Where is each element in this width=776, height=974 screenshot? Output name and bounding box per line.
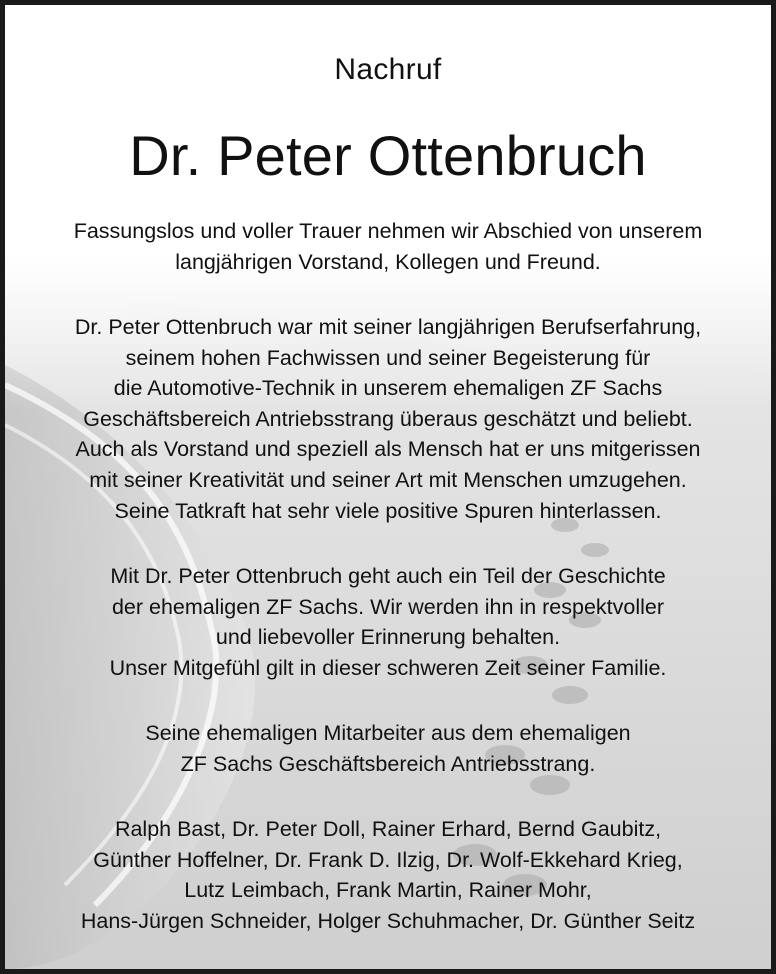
text-line: die Automotive-Technik in unserem ehemaligen ZF Sachs	[113, 376, 663, 401]
text-line: Ralph Bast, Dr. Peter Doll, Rainer Erhard, Bernd Gaubitz,	[114, 817, 662, 841]
text-line: Auch als Vorstand und speziell als Mensch hat er uns mitgerissen	[75, 437, 701, 462]
text-line: ZF Sachs Geschäftsbereich Antriebsstrang.	[180, 751, 596, 776]
paragraph-remembrance	[5, 561, 771, 683]
text-line: Günther Hoffelner, Dr. Frank D. Ilzig, Dr. Wolf-Ekkehard Krieg,	[93, 847, 683, 872]
text-line: mit seiner Kreativität und seiner Art mit Menschen umzugehen.	[89, 467, 687, 492]
text-line: der ehemaligen ZF Sachs. Wir werden ihn in respektvoller	[111, 594, 665, 619]
text-line: seinem hohen Fachwissen und seiner Begeisterung für	[125, 345, 651, 370]
text-line: Seine Tatkraft hat sehr viele positive Spuren hinterlassen.	[114, 498, 662, 523]
notice-label: Nachruf	[334, 53, 442, 86]
paragraph-farewell	[5, 216, 771, 277]
paragraph-signatories-intro	[5, 718, 771, 779]
deceased-name: Dr. Peter Ottenbruch	[129, 124, 647, 187]
text-line: Seine ehemaligen Mitarbeiter aus dem ehemaligen	[145, 721, 631, 745]
text-line: Lutz Leimbach, Frank Martin, Rainer Mohr,	[184, 878, 592, 903]
text-line: Fassungslos und voller Trauer nehmen wir Abschied von unserem	[73, 219, 703, 243]
text-line: Unser Mitgefühl gilt in dieser schweren Zeit seiner Familie.	[109, 655, 667, 680]
text-line: Hans-Jürgen Schneider, Holger Schuhmacher, Dr. Günther Seitz	[80, 908, 696, 933]
paragraph-tribute	[5, 312, 771, 526]
text-line: langjährigen Vorstand, Kollegen und Freund.	[175, 249, 601, 274]
text-line: Geschäftsbereich Antriebsstrang überaus geschätzt und beliebt.	[83, 406, 693, 431]
paragraph-signatory-names	[5, 814, 771, 936]
text-line: und liebevoller Erinnerung behalten.	[215, 625, 561, 650]
text-line: Dr. Peter Ottenbruch war mit seiner langjährigen Berufserfahrung,	[74, 315, 702, 339]
text-line: Mit Dr. Peter Ottenbruch geht auch ein Teil der Geschichte	[110, 564, 666, 588]
